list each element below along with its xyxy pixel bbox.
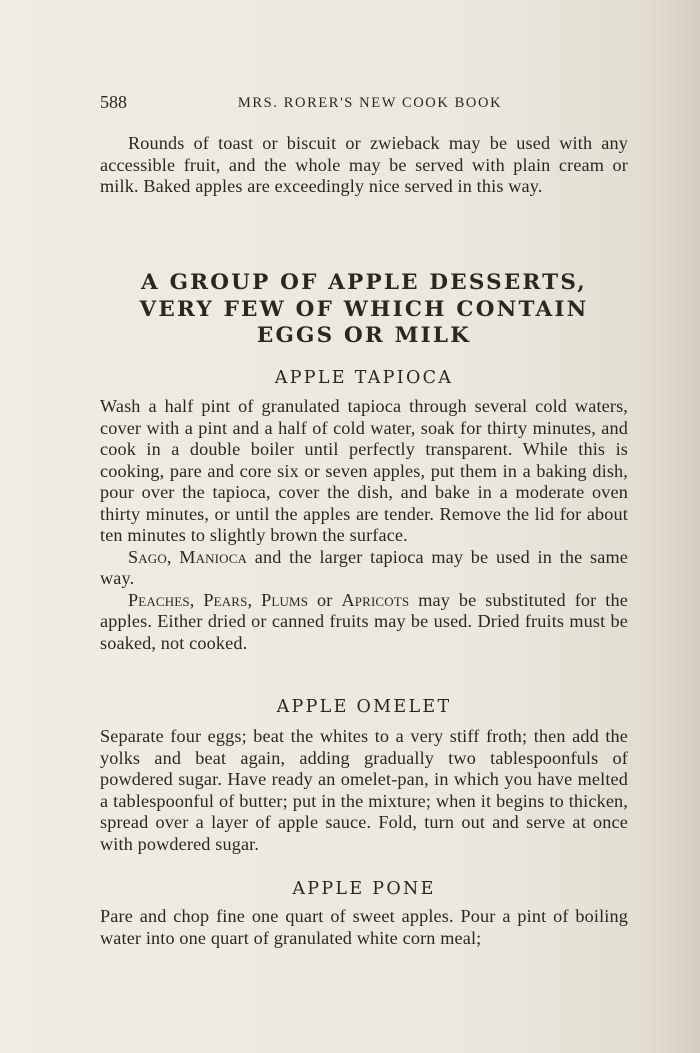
intro-paragraph: Rounds of toast or biscuit or zwieback may be used with any accessible fruit, and the whole may be served with plain cream or milk. Baked apples are exceedingly nice served in this way. bbox=[100, 133, 628, 196]
apple-tapioca-note-sago bbox=[100, 547, 628, 590]
recipe-title-apple-omelet: APPLE OMELET bbox=[276, 697, 452, 717]
page-header bbox=[100, 92, 630, 114]
recipe-title-apple-tapioca: APPLE TAPIOCA bbox=[274, 368, 454, 388]
apple-pone-paragraph: Pare and chop fine one quart of sweet apples. Pour a pint of boiling water into one quart of granulated white corn meal; bbox=[100, 906, 628, 948]
note-separator: , bbox=[189, 589, 204, 610]
page-number: 588 bbox=[100, 92, 127, 112]
term-manioca: Manioca bbox=[179, 546, 248, 567]
apple-omelet-body bbox=[100, 726, 628, 855]
apple-tapioca-note-fruits bbox=[100, 590, 628, 655]
apple-tapioca-paragraph: Wash a half pint of granulated tapioca through several cold waters, cover with a pint and a half of cold water, soak for thirty minutes, and cook in a double boiler until perfectly transparent. While this is cooking, pare and core six or seven apples, put them in a baking dish, pour over the tapioca, cover the dish, and bake in a moderate oven thirty minutes, or until the apples are tender. Remove the lid for about ten minutes to slightly brown the surface. bbox=[100, 396, 628, 545]
term-sago: Sago bbox=[128, 546, 167, 567]
note-separator: or bbox=[308, 589, 342, 610]
term-peaches: Peaches bbox=[128, 589, 190, 610]
running-head: MRS. RORER'S NEW COOK BOOK bbox=[237, 95, 503, 111]
apple-omelet-paragraph: Separate four eggs; beat the whites to a very stiff froth; then add the yolks and beat again, adding gradually two tablespoonfuls of powdered sugar. Have ready an omelet-pan, in which you have melted a tablespoonful of butter; put in the mixture; when it begins to thicken, spread over a layer of apple sauce. Fold, turn out and serve at once with powdered sugar. bbox=[100, 726, 628, 854]
note-fruits-rest: may be substituted for the apples. Either dried or canned fruits may be used. Dried fruits must be soaked, not cooked. bbox=[100, 589, 628, 653]
term-apricots: Apricots bbox=[341, 589, 410, 610]
recipe-title-apple-pone: APPLE PONE bbox=[292, 879, 436, 899]
note-separator: , bbox=[247, 589, 262, 610]
intro-block bbox=[100, 133, 628, 198]
note-sago-rest: and the larger tapioca may be used in the same way. bbox=[100, 546, 629, 588]
section-title: A GROUP OF APPLE DESSERTS, VERY FEW OF WHICH CONTAIN EGGS OR MILK bbox=[139, 270, 589, 348]
apple-pone-body bbox=[100, 906, 628, 949]
term-pears: Pears bbox=[203, 589, 248, 610]
term-plums: Plums bbox=[261, 589, 309, 610]
note-separator: , bbox=[166, 546, 172, 567]
apple-tapioca-body bbox=[100, 396, 628, 654]
